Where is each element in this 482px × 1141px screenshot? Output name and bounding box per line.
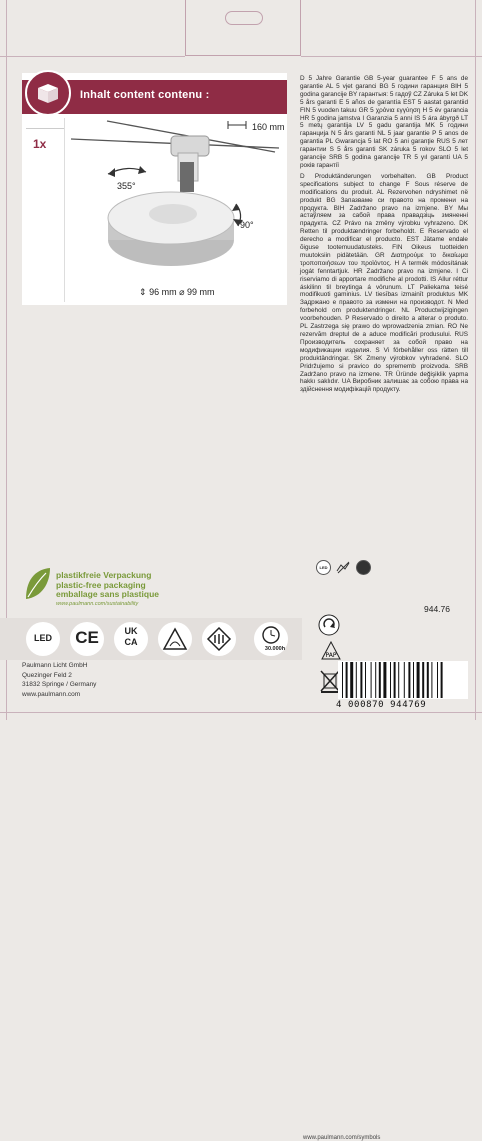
fold-line <box>0 712 482 713</box>
barcode-bar <box>427 662 429 698</box>
street: Quezinger Feld 2 <box>22 671 72 679</box>
led-text: LED <box>34 633 52 643</box>
barcode-bar <box>408 662 410 698</box>
barcode-bar <box>431 662 432 698</box>
size-label <box>139 287 215 298</box>
size2-value: 99 mm <box>187 287 215 297</box>
fold-line <box>0 56 185 57</box>
box-icon <box>27 72 69 114</box>
packaging-claims <box>56 571 159 600</box>
city: 31832 Springe / Germany <box>22 681 97 689</box>
barcode-bar <box>398 662 399 698</box>
ce-text: CE <box>75 628 99 647</box>
led-icon: LED <box>316 560 331 575</box>
packaging-fr: emballage sans plastique <box>56 589 159 599</box>
ukca-top: UK <box>124 626 138 636</box>
barcode-bar <box>342 662 343 698</box>
height-icon: ⇕ <box>139 287 147 297</box>
packaging-en: plastic-free packaging <box>56 579 146 590</box>
article-number: 944.76 <box>424 604 450 614</box>
barcode-bar <box>437 662 438 698</box>
triman-icon <box>320 640 342 662</box>
leaf-icon <box>22 565 54 603</box>
rotation-value: 355° <box>117 181 136 191</box>
led-badge <box>26 622 60 656</box>
packaging-de: plastikfreie Verpackung <box>56 570 152 580</box>
barcode-bar <box>379 662 381 698</box>
barcode-bar <box>422 662 424 698</box>
span-icon <box>227 120 247 130</box>
svg-text:PAP: PAP <box>325 652 337 659</box>
manufacturer-address <box>22 661 96 699</box>
ukca-bottom: CA <box>124 637 138 647</box>
tilt-value: 90° <box>240 220 254 230</box>
barcode-bar <box>350 662 353 698</box>
barcode-bar <box>371 662 372 698</box>
barcode-bar <box>375 662 376 698</box>
barcode-digits: 4 000870 944769 <box>336 700 427 710</box>
protection-class-icon <box>202 622 236 656</box>
bulb-icon <box>356 560 371 575</box>
barcode-bar <box>413 662 414 698</box>
fold-line <box>6 0 7 720</box>
box-badge <box>25 70 71 116</box>
no-dim-icon <box>336 560 351 575</box>
ukca-text <box>114 626 148 648</box>
barcode-bar <box>346 662 348 698</box>
barcode-bar <box>383 662 386 698</box>
diameter-icon: ⌀ <box>179 287 185 297</box>
hang-tab-outline <box>185 0 301 56</box>
ce-mark <box>70 622 104 656</box>
barcode-bar <box>441 662 443 698</box>
sustainability-url: www.paulmann.com/sustainability <box>56 601 139 607</box>
lifetime-hours: 30.000h <box>264 646 286 652</box>
fold-line <box>301 56 482 57</box>
barcode <box>338 661 468 699</box>
fold-line <box>475 0 476 720</box>
company-name: Paulmann Licht GmbH <box>22 662 88 669</box>
recycle-icon <box>318 614 340 636</box>
size-value: 96 mm <box>149 287 177 297</box>
divider <box>64 118 65 302</box>
barcode-bar <box>390 662 391 698</box>
barcode-bar <box>417 662 420 698</box>
barcode-bar <box>365 662 366 698</box>
barcode-bar <box>360 662 362 698</box>
barcode-bar <box>404 662 405 698</box>
hang-hole <box>225 11 263 25</box>
website: www.paulmann.com <box>22 690 81 698</box>
contents-title: Inhalt content contenu : <box>80 89 210 101</box>
warranty-paragraph: D 5 Jahre Garantie GB 5-year guarantee F 5 ans de garantie AL 5 vjet garanci BG 5 години гаранция BIH 5 godina garancije BY гарантыя: 5 гадоў CZ Záruka 5 let DK 5 års garanti E 5 años de garantía EST 5 aastat garantiid FIN 5 vuoden takuu GR 5 χρόνια εγγύηση H 5 év garancia HR 5 godina jamstva I Garanzia 5 anni IS 5 ára ábyrgð LT 5 metų garantija LV 5 gadu garantija MK 5 години гаранција N 5 års garanti NL 5 jaar garantie P 5 anos de garantia PL Gwarancja 5 lat RO 5 ani garanţie RUS 5 лет гарантии S 5 års garanti SK záruka 5 rokov SLO 5 let garancije SRB 5 godina garancije TR 5 yıl garanti UA 5 років гарантії <box>300 75 468 169</box>
barcode-bar <box>394 662 396 698</box>
symbols-url: www.paulmann.com/symbols <box>303 1135 381 1141</box>
span-value: 160 mm <box>252 122 285 132</box>
product-illustration <box>66 116 286 304</box>
divider <box>26 128 64 129</box>
changes-paragraph: D Produktänderungen vorbehalten. GB Product specifications subject to change F Sous réserve de modifications du produit. AL Rezervohen ndryshimet në produkt BG Запазваме си правото на промени на продукта. BIH Zadržano pravo na izmjene. BY Мы астаўляем за сабой права правадзіць змяненні прадукта. CZ Právo na změny výrobku vyhrazeno. DK Retten til produktændringer forbeholdt. E Reservado el derecho a modificar el producto. EST Jätame endale õiguse tootemuudatusteks. FIN Oikeus tuotteiden muutoksiin pidätetään. GR Διατηρούμε το δικαίωμα τροποποιήσεων του προϊόντος. H A termék módosítának jogát fenntartjuk. HR Zadržano pravo na izmjene. I Ci riserviamo di apportare modifiche al prodotti. IS Allur réttur áskilinn til breytinga á vörunum. LT Paliekama teisė modifikuoti gaminius. LV tiesības izmainīt produktus MK Задржано е правото за измени на производот. N Med forbehold om produktendringer. NL Productwijzigingen voorbehouden. P Reservado o direito a alterar o produto. PL Zastrzega się prawo do wprowadzenia zmian. RO Ne rezervăm dreptul de a aduce modificări produsului. RUS Производитель сохраняет за собой право на модификации изделия. S Vi förbehåller oss rätten till produktändringar. SK Zmeny výrobkov vyhradené. SLO Pridržujemo si pravico do sprememb proizvoda. SRB Zadržano pravo na izmene. TR Üründe değişiklik yapma hakkı saklıdır. UA Виробник залишає за собою права на здійснення модифікацій продукту. <box>300 172 468 394</box>
quantity-label: 1x <box>33 137 47 151</box>
ukca-mark <box>114 622 148 656</box>
clock-icon <box>254 622 288 646</box>
barcode-bar <box>356 662 357 698</box>
temperature-warning-icon <box>158 622 192 656</box>
multilingual-text <box>300 75 468 397</box>
